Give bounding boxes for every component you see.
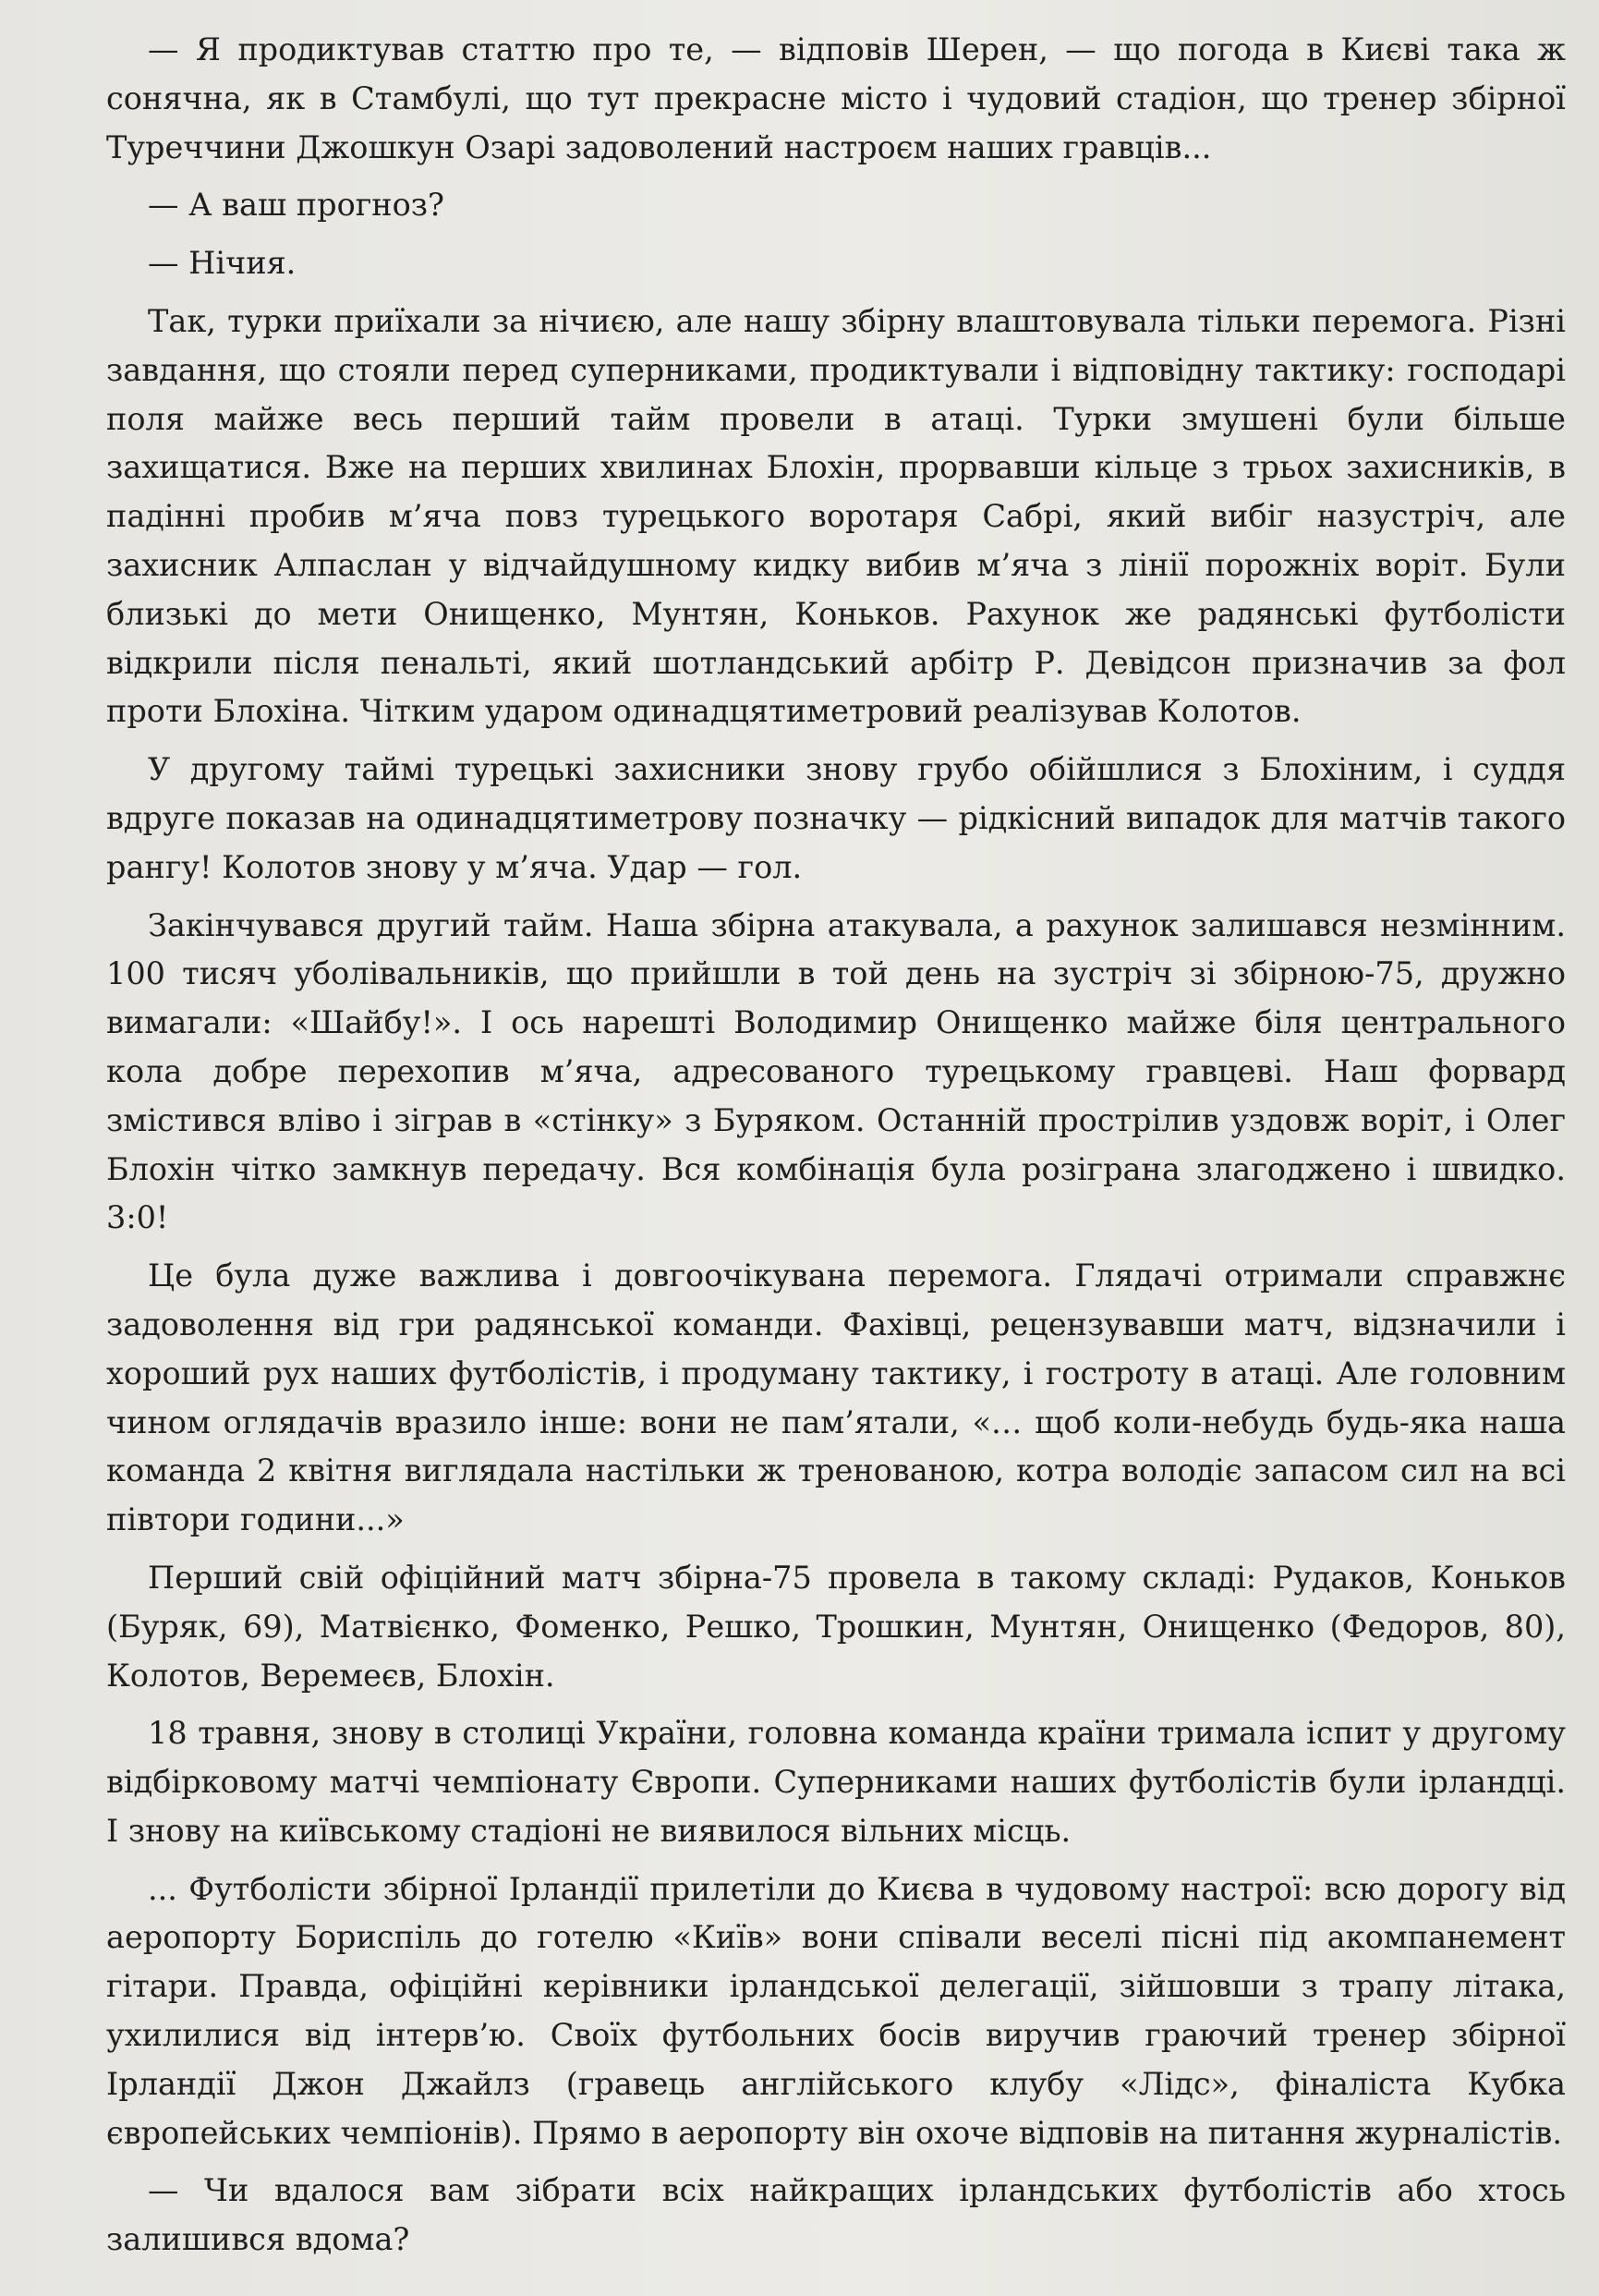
paragraph: — Я продиктував статтю про те, — відповів Шерен, — що погода в Києві така ж сонячна, як в Стамбулі, що тут прекрасне місто і чудовий стадіон, що тренер збірної Туреччини Джошкун Озарі задоволений настроєм наших гравців... [106,31,1566,165]
paragraph: — Нічия. [148,245,297,282]
paragraph: — А ваш прогноз? [148,187,445,224]
paragraph: — Чи вдалося вам зібрати всіх найкращих ірландських футболістів або хтось залишився вдома? [106,2172,1566,2258]
paragraph: ... Футболісти збірної Ірландії прилетіли до Києва в чудовому настрої: всю дорогу від аеропорту Бориспіль до готелю «Київ» вони співали веселі пісні під акомпанемент гітари. Правда, офіційні керівники ірландської делегації, зійшовши з трапу літака, ухилилися від інтерв’ю. Своїх футбольних босів виручив граючий тренер збірної Ірландії Джон Джайлз (гравець англійського клубу «Лідс», фіналіста Кубка європейських чемпіонів). Прямо в аеропорту він охоче відповів на питання журналістів. [106,1870,1566,2151]
paragraph: 18 травня, знову в столиці України, головна команда країни тримала іспит у другому відбірковому матчі чемпіонату Європи. Суперниками наших футболістів були ірландці. І знову на київському стадіоні не виявилося вільних місць. [106,1715,1566,1849]
paragraph: Закінчувався другий тайм. Наша збірна атакувала, а рахунок залишався незмінним. 100 тисяч уболівальників, що прийшли в той день на зустріч зі збірною-75, дружно вимагали: «Шайбу!». І ось нарешті Володимир Онищенко майже біля центрального кола добре перехопив м’яча, адресованого турецькому гравцеві. Наш форвард змістився вліво і зіграв в «стінку» з Буряком. Останній прострілив уздовж воріт, і Олег Блохін чітко замкнув передачу. Вся комбінація була розіграна злагоджено і швидко. 3:0! [106,906,1566,1236]
paragraph: У другому таймі турецькі захисники знову грубо обійшлися з Блохіним, і суддя вдруге показав на одинадцятиметрову позначку — рідкісний випадок для матчів такого рангу! Колотов знову у м’яча. Удар — гол. [106,751,1566,885]
page-body [106,26,1566,2274]
paragraph: Це була дуже важлива і довгоочікувана перемога. Глядачі отримали справжнє задоволення від гри радянської команди. Фахівці, рецензувавши матч, відзначили і хороший рух наших футболістів, і продуману тактику, і гостроту в атаці. Але головним чином оглядачів вразило інше: вони не пам’ятали, «… щоб коли-небудь будь-яка наша команда 2 квітня виглядала настільки ж тренованою, котра володіє запасом сил на всі півтори години...» [106,1257,1566,1538]
paragraph: Так, турки приїхали за нічиєю, але нашу збірну влаштовувала тільки перемога. Різні завдання, що стояли перед суперниками, продиктували і відповідну тактику: господарі поля майже весь перший тайм провели в атаці. Турки змушені були більше захищатися. Вже на перших хвилинах Блохін, прорвавши кільце з трьох захисників, в падінні пробив м’яча повз турецького воротаря Сабрі, який вибіг назустріч, але захисник Алпаслан у відчайдушному кидку вибив м’яча з лінії порожніх воріт. Були близькі до мети Онищенко, Мунтян, Коньков. Рахунок же радянські футболісти відкрили після пенальті, який шотландський арбітр Р. Девідсон призначив за фол проти Блохіна. Чітким ударом одинадцятиметровий реалізував Колотов. [106,302,1566,730]
paragraph: Перший свій офіційний матч збірна-75 провела в такому складі: Рудаков, Коньков (Буряк, 69), Матвієнко, Фоменко, Решко, Трошкин, Мунтян, Онищенко (Федоров, 80), Колотов, Веремеєв, Блохін. [106,1559,1566,1694]
